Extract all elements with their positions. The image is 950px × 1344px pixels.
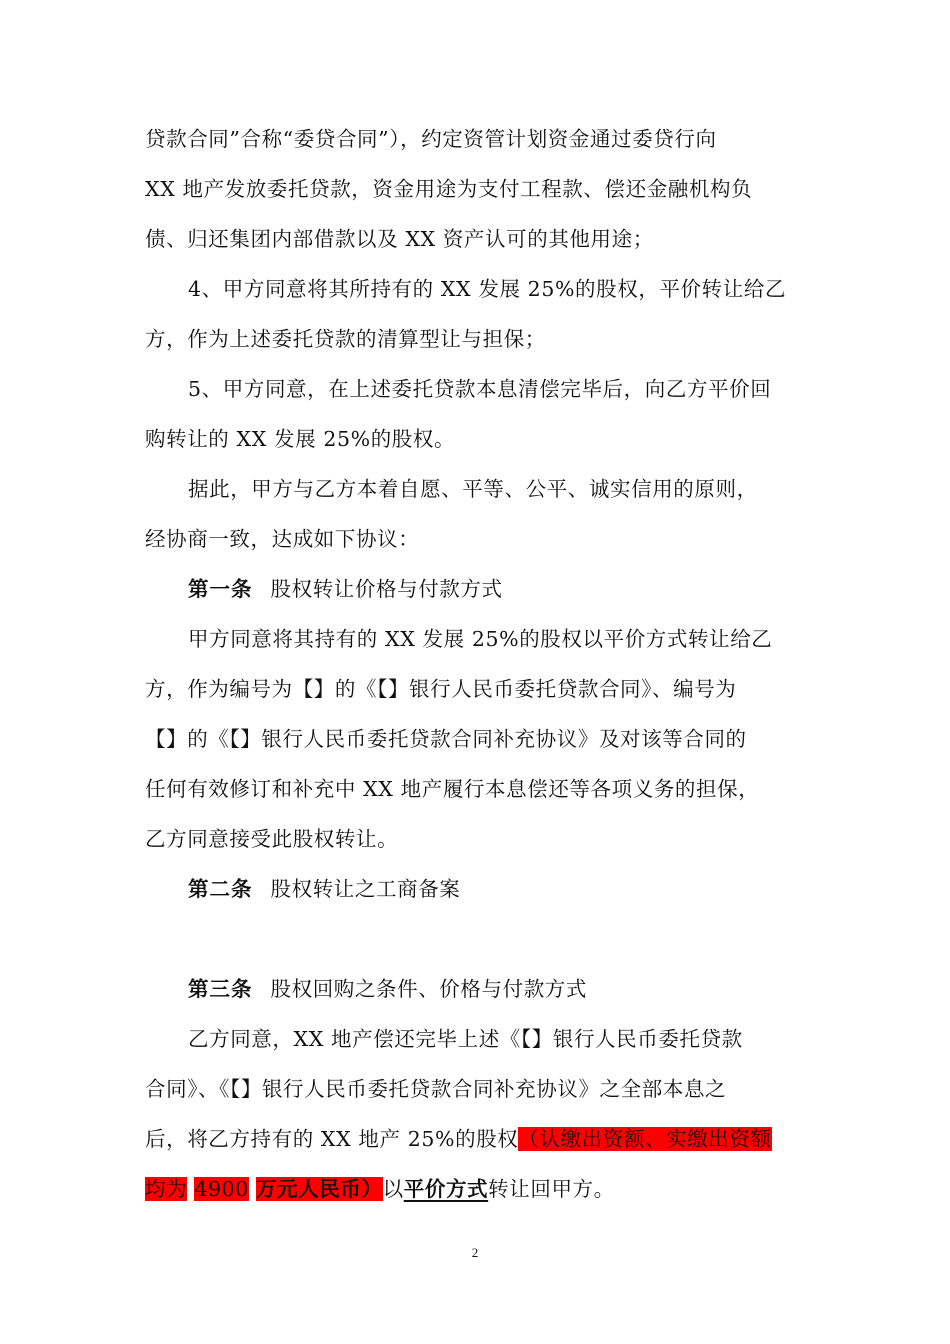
- body-line: 甲方同意将其持有的 XX 发展 25%的股权以平价方式转让给乙: [188, 627, 773, 651]
- article-heading: [188, 572, 810, 606]
- body-text: 后，将乙方持有的 XX 地产 25%的股权: [145, 1127, 519, 1151]
- body-line: 乙方同意接受此股权转让。: [145, 827, 399, 851]
- highlighted-text: （认缴出资额、实缴出资额: [518, 1127, 772, 1151]
- article-heading: [188, 872, 810, 906]
- article-title: 股权转让价格与付款方式: [270, 577, 503, 601]
- article-number: 第三条: [188, 977, 253, 1001]
- body-line: 合同》、《【】银行人民币委托贷款合同补充协议》之全部本息之: [145, 1077, 727, 1101]
- body-line: 方，作为编号为【】的《【】银行人民币委托贷款合同》、编号为: [145, 677, 737, 701]
- body-text: 以: [382, 1177, 404, 1201]
- article-number: 第二条: [188, 877, 253, 901]
- body-line: 方，作为上述委托贷款的清算型让与担保；: [145, 327, 546, 351]
- body-line: [145, 1172, 810, 1206]
- emphasized-text: 平价方式: [403, 1177, 489, 1201]
- body-line: 【】的《【】银行人民币委托贷款合同补充协议》及对该等合同的: [145, 727, 747, 751]
- article-title: 股权回购之条件、价格与付款方式: [270, 977, 587, 1001]
- body-line: XX 地产发放委托贷款，资金用途为支付工程款、偿还金融机构负: [145, 177, 753, 201]
- article-heading: [188, 972, 810, 1006]
- body-line: 债、归还集团内部借款以及 XX 资产认可的其他用途；: [145, 227, 654, 251]
- body-line: 据此，甲方与乙方本着自愿、平等、公平、诚实信用的原则，: [188, 477, 758, 501]
- article-title: 股权转让之工商备案: [270, 877, 461, 901]
- highlighted-text: 万元人民币）: [256, 1177, 383, 1201]
- page-number: 2: [471, 1245, 479, 1260]
- body-line: [145, 1122, 810, 1156]
- article-number: 第一条: [188, 577, 253, 601]
- body-line: 经协商一致，达成如下协议：: [145, 527, 420, 551]
- body-line: 5、甲方同意，在上述委托贷款本息清偿完毕后，向乙方平价回: [188, 377, 772, 401]
- highlighted-amount: 4900: [194, 1177, 249, 1201]
- body-line: 乙方同意，XX 地产偿还完毕上述《【】银行人民币委托贷款: [188, 1027, 743, 1051]
- body-line: 贷款合同”合称“委贷合同”），约定资管计划资金通过委贷行向: [145, 127, 717, 151]
- body-text: 转让回甲方。: [488, 1177, 615, 1201]
- highlighted-text: 均为: [145, 1177, 188, 1201]
- body-line: 购转让的 XX 发展 25%的股权。: [145, 427, 456, 451]
- body-line: 4、甲方同意将其所持有的 XX 发展 25%的股权，平价转让给乙: [188, 277, 787, 301]
- body-line: 任何有效修订和补充中 XX 地产履行本息偿还等各项义务的担保，: [145, 777, 760, 801]
